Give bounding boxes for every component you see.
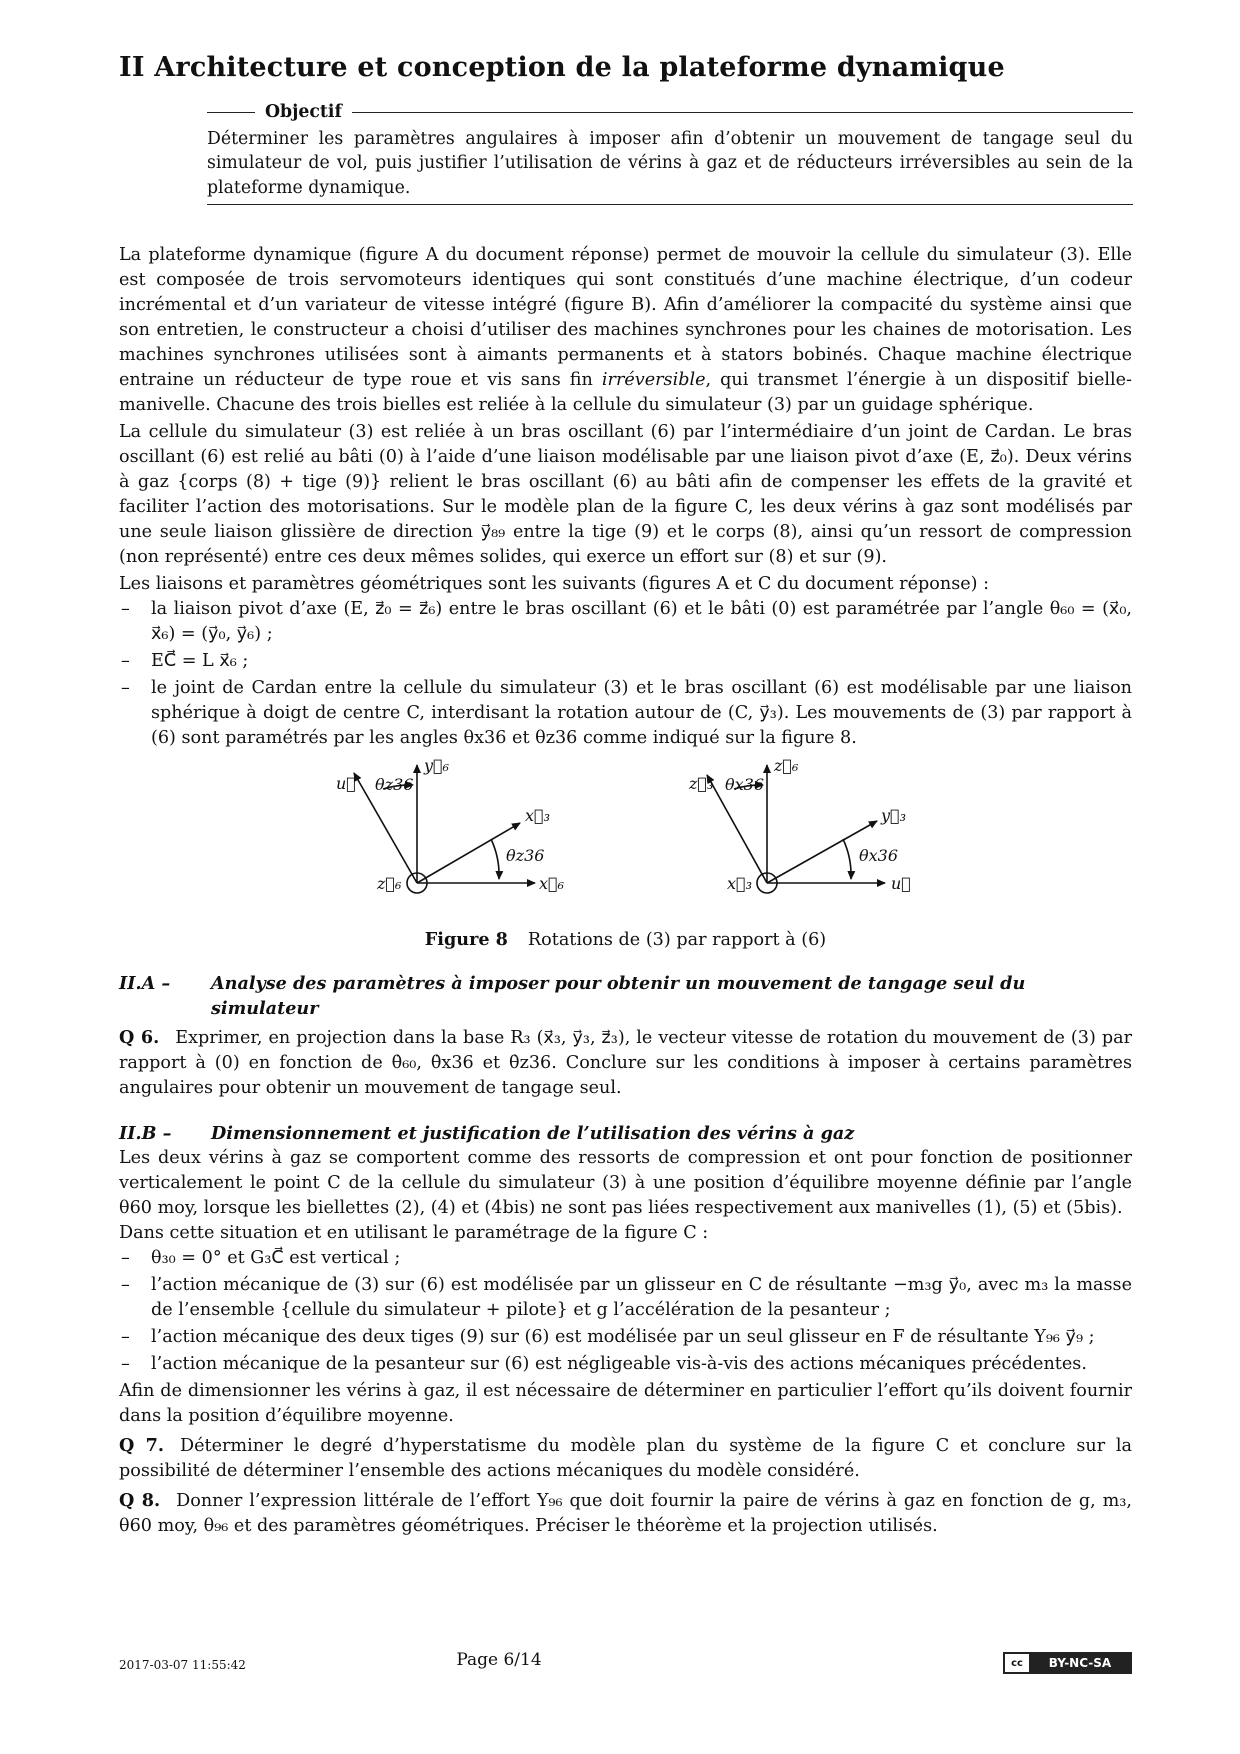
- intro-paragraph-2: La cellule du simulateur (3) est reliée à un bras oscillant (6) par l’intermédiaire d’un joint de Cardan. Le bras oscillant (6) est relié au bâti (0) à l’aide d’une liaison modélisable par une liaison pivot d’axe (E, z⃗₀). Deux vérins à gaz {corps (8) + tige (9)} relient le bras oscillant (6) au bâti afin de compenser les effets de la gravité et faciliter l’action des motorisations. Sur le modèle plan de la figure C, les deux vérins à gaz sont modélisés par une seule liaison glissière de direction y⃗₈₉ entre la tige (9) et le corps (8), ainsi qu’un ressort de compression (non représenté) entre ces deux mêmes solides, qui exerce un effort sur (8) et sur (9).: [119, 422, 1132, 567]
- label-x3-left: x⃗₃: [525, 806, 551, 825]
- rotation-diagrams: [119, 757, 1132, 925]
- label-x3-right: x⃗₃: [727, 874, 753, 893]
- question-8-text: Donner l’expression littérale de l’effort Y₉₆ que doit fournir la paire de vérins à gaz en fonction de g, m₃, θ60 moy, θ₉₆ et des paramètres géométriques. Préciser le théorème et la projection utilisés.: [119, 1491, 1132, 1536]
- question-7-label: Q 7.: [119, 1435, 164, 1456]
- question-7-text: Déterminer le degré d’hyperstatisme du modèle plan du système de la figure C et conclure sur la possibilité de déterminer l’ensemble des actions mécaniques du modèle considéré.: [119, 1436, 1132, 1481]
- license-text: BY-NC-SA: [1030, 1654, 1130, 1672]
- section-B-paragraph-1: Les deux vérins à gaz se comportent comme des ressorts de compression et ont pour fonction de positionner verticalement le point C de la cellule du simulateur (3) à une position d’équilibre moyenne définie par l’angle θ60 moy, lorsque les biellettes (2), (4) et (4bis) ne sont pas liées respectivement aux manivelles (1), (5) et (5bis).: [119, 1148, 1132, 1218]
- section-A-number: II.A –: [119, 973, 171, 994]
- list-item: – le joint de Cardan entre la cellule du simulateur (3) et le bras oscillant (6) est modélisable par une liaison sphérique à doigt de centre C, interdisant la rotation autour de (C, y⃗₃). Les mouvements de (3) par rapport à (6) sont paramétrés par les angles θx36 et θz36 comme indiqué sur la figure 8.: [119, 676, 1132, 751]
- list-item: – la liaison pivot d’axe (E, z⃗₀ = z⃗₆) entre le bras oscillant (6) et le bâti (0) est paramétrée par l’angle θ₆₀ = (x⃗₀, x⃗₆) = (y⃗₀, y⃗₆) ;: [119, 597, 1132, 647]
- section-heading-B: [119, 1121, 1132, 1146]
- section-title: II Architecture et conception de la plateforme dynamique: [119, 52, 1005, 83]
- objectif-box: [207, 100, 1133, 205]
- list-item: – EC⃗ = L x⃗₆ ;: [119, 649, 1132, 674]
- figure-caption-label: Figure 8: [424, 929, 508, 950]
- label-z6-left: z⃗₆: [377, 874, 402, 893]
- list-item: – l’action mécanique de (3) sur (6) est modélisée par un glisseur en C de résultante −m₃g y⃗₀, avec m₃ la masse de l’ensemble {cellule du simulateur + pilote} et g l’accélération de la pesanteur ;: [119, 1273, 1132, 1323]
- intro-p1-emphasis: irréversible: [601, 370, 706, 390]
- label-z3-right: z⃗₃: [689, 774, 714, 793]
- objectif-rule-left: [207, 112, 255, 113]
- section-B-paragraph-2: Dans cette situation et en utilisant le paramétrage de la figure C :: [119, 1223, 709, 1243]
- objectif-rule-right: [352, 112, 1133, 113]
- section-B-title: Dimensionnement et justification de l’utilisation des vérins à gaz: [211, 1123, 855, 1144]
- label-x6-left: x⃗₆: [539, 874, 565, 893]
- question-6: [119, 1025, 1132, 1101]
- intro-paragraph-3: Les liaisons et paramètres géométriques sont les suivants (figures A et C du document réponse) :: [119, 574, 990, 594]
- list-item: – θ₃₀ = 0° et G₃C⃗ est vertical ;: [119, 1246, 1132, 1271]
- label-y3-right: y⃗₃: [881, 806, 907, 825]
- hypotheses-list: [119, 1246, 1132, 1377]
- cc-icon: cc: [1005, 1654, 1030, 1672]
- question-8-label: Q 8.: [119, 1490, 161, 1511]
- question-6-label: Q 6.: [119, 1027, 160, 1048]
- label-theta-x36-top: θx36: [725, 775, 765, 794]
- section-B-paragraph-3: Afin de dimensionner les vérins à gaz, il est nécessaire de déterminer en particulier l’effort qu’ils doivent fournir dans la position d’équilibre moyenne.: [119, 1381, 1132, 1426]
- intro-p1-text-end: , qui transmet l’énergie à un dispositif bielle-manivelle. Chacune des trois bielles est reliée à la cellule du simulateur (3) par un guidage sphérique.: [119, 370, 1132, 415]
- figure-caption-text: Rotations de (3) par rapport à (6): [527, 930, 827, 950]
- intro-p1-text: La plateforme dynamique (figure A du document réponse) permet de mouvoir la cellule du simulateur (3). Elle est composée de trois servomoteurs identiques qui sont constitués d’une machine électrique, d’un codeur incrémental et d’un variateur de vitesse intégré (figure B). Afin d’améliorer la compacité du système ainsi que son entretien, le constructeur a choisi d’utiliser des machines synchrones pour les chaines de motorisation. Les machines synchrones utilisées sont à aimants permanents et à stators bobinés. Chaque machine électrique entraine un réducteur de type roue et vis sans fin: [119, 245, 1132, 390]
- footer-timestamp: 2017-03-07 11:55:42: [119, 1658, 246, 1672]
- objectif-text: Déterminer les paramètres angulaires à imposer afin d’obtenir un mouvement de tangage seul du simulateur de vol, puis justifier l’utilisation de vérins à gaz et de réducteurs irréversibles au sein de la plateforme dynamique.: [207, 128, 1133, 198]
- page-footer: [119, 1650, 1132, 1680]
- objectif-label: Objectif: [265, 102, 342, 122]
- section-A-title: Analyse des paramètres à imposer pour obtenir un mouvement de tangage seul du simulateur: [211, 973, 1026, 1019]
- section-B-number: II.B –: [119, 1123, 172, 1144]
- label-u-right: u⃗: [891, 874, 911, 893]
- section-heading-A: [119, 971, 1132, 1021]
- intro-paragraph-1: [119, 243, 1132, 418]
- page-number: Page 6/14: [456, 1650, 542, 1670]
- label-theta-x36-bottom: θx36: [859, 846, 899, 865]
- list-item: – l’action mécanique des deux tiges (9) sur (6) est modélisée par un seul glisseur en F de résultante Y₉₆ y⃗₉ ;: [119, 1325, 1132, 1350]
- label-theta-z36-bottom: θz36: [506, 846, 545, 865]
- liaisons-list: [119, 597, 1132, 751]
- label-z6-right: z⃗₆: [774, 757, 799, 775]
- label-y6-left: y⃗₆: [424, 757, 450, 775]
- objectif-header: [207, 100, 1133, 125]
- list-item: – l’action mécanique de la pesanteur sur (6) est négligeable vis-à-vis des actions mécaniques précédentes.: [119, 1352, 1132, 1377]
- figure-caption: [119, 927, 1132, 953]
- label-theta-z36-top: θz36: [375, 775, 414, 794]
- question-7: [119, 1433, 1132, 1484]
- question-6-text: Exprimer, en projection dans la base R₃ (x⃗₃, y⃗₃, z⃗₃), le vecteur vitesse de rotation du mouvement de (3) par rapport à (0) en fonction de θ̇₆₀, θ̇x36 et θ̇z36. Conclure sur les conditions à imposer à certains paramètres angulaires pour obtenir un mouvement de tangage seul.: [119, 1028, 1132, 1098]
- page-content: [119, 52, 1133, 1539]
- question-8: [119, 1488, 1132, 1539]
- label-u-left: u⃗: [336, 774, 356, 793]
- figure-8: [119, 757, 1132, 925]
- license-badge: [1003, 1652, 1132, 1674]
